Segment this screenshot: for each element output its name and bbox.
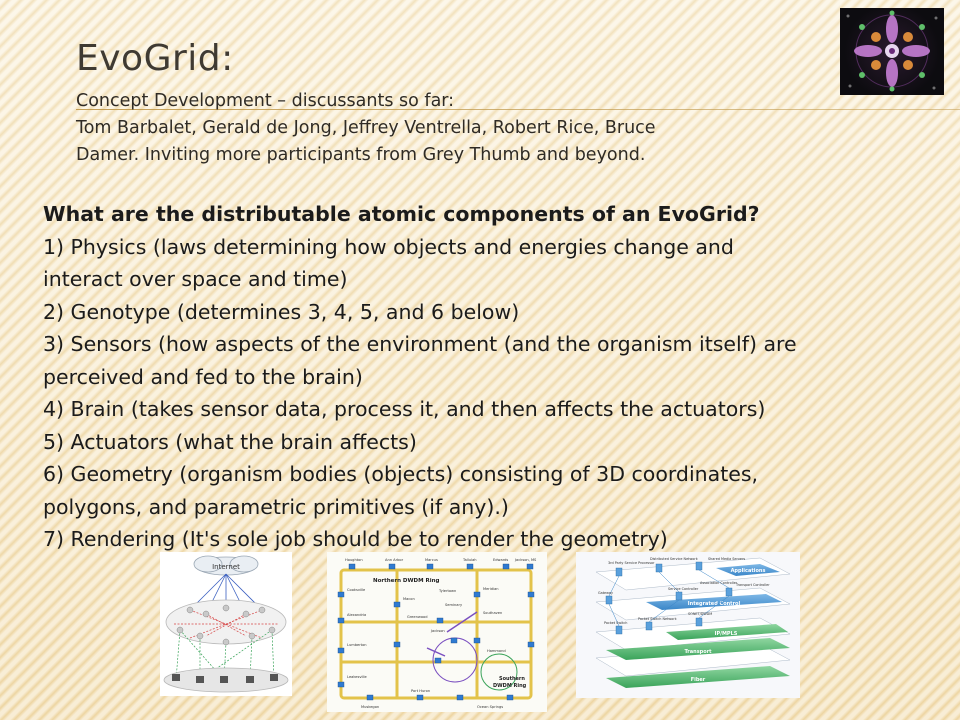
layer-label: Integrated Control xyxy=(687,601,741,607)
node-label: Macon xyxy=(403,597,415,601)
subtitle-line: Tom Barbalet, Gerald de Jong, Jeffrey Ventrella, Robert Rice, Bruce xyxy=(76,118,656,138)
layer-label: Fiber xyxy=(690,677,706,683)
component-label: Distributed Service Network xyxy=(650,557,698,561)
component-label: Packet Switch xyxy=(604,621,628,625)
body-line: polygons, and parametric primitives (if any).) xyxy=(43,494,509,519)
body-line: interact over space and time) xyxy=(43,267,348,291)
body-line: 2) Genotype (determines 3, 4, 5, and 6 below) xyxy=(43,299,520,324)
node-label: Southaven xyxy=(483,611,503,615)
body-line: 7) Rendering (It's sole job should be to render the geometry) xyxy=(43,527,668,551)
node-label: Leakesville xyxy=(347,675,367,679)
node-label: Jackson xyxy=(431,629,445,633)
node-label: Alexandria xyxy=(347,613,367,617)
component-label: Association Controller xyxy=(700,581,738,585)
node-label: Lumberton xyxy=(347,643,367,647)
ring-south-label-2: DWDM Ring xyxy=(493,683,527,689)
node-label: Seminary xyxy=(445,603,463,607)
component-label: Service Controller xyxy=(668,587,699,591)
component-label: Packet Switch Network xyxy=(638,617,677,621)
node-label: Tallulah xyxy=(463,558,477,562)
node-label: Muskegon xyxy=(361,705,380,709)
body-line: 4) Brain (takes sensor data, process it, and then affects the actuators) xyxy=(43,397,766,421)
body-line: 1) Physics (laws determining how objects and energies change and xyxy=(43,234,734,259)
network-layers-diagram xyxy=(576,552,800,698)
component-label: 3rd Party Service Processor xyxy=(608,561,655,565)
internet-label: Internet xyxy=(212,563,240,571)
node-label: Greenwood xyxy=(407,615,428,619)
body-line: 5) Actuators (what the brain affects) xyxy=(43,429,417,454)
body-line: 6) Geometry (organism bodies (objects) consisting of 3D coordinates, xyxy=(43,462,759,486)
layer-label: Applications xyxy=(730,568,766,574)
network-topology-diagram xyxy=(160,552,292,696)
node-label: Ocean Springs xyxy=(477,705,504,709)
node-label: Jackson, MS xyxy=(515,558,537,562)
ring-north-label: Northern DWDM Ring xyxy=(373,578,440,584)
body-text xyxy=(43,198,943,556)
subtitle-line: Damer. Inviting more participants from Grey Thumb and beyond. xyxy=(76,145,646,165)
layer-label: IP/MPLS xyxy=(714,631,738,637)
node-label: Tylertown xyxy=(439,589,457,593)
node-label: Houghton xyxy=(345,558,363,562)
subtitle-block xyxy=(76,88,816,169)
dwdm-ring-diagram xyxy=(327,552,547,712)
component-label: SONET/DWDM xyxy=(688,612,713,616)
component-label: Gateway xyxy=(598,591,613,595)
node-label: Cooksville xyxy=(347,588,366,592)
node-label: Marcus xyxy=(425,558,438,562)
node-label: Edwards xyxy=(493,558,509,562)
ring-south-label: Southern xyxy=(499,676,525,682)
subtitle-line: Concept Development – discussants so far: xyxy=(76,91,455,111)
body-line: 3) Sensors (how aspects of the environment (and the organism itself) are xyxy=(43,332,797,356)
body-heading: What are the distributable atomic components of an EvoGrid? xyxy=(43,202,760,226)
node-label: Ann Arbor xyxy=(385,558,404,562)
slide-title: EvoGrid: xyxy=(76,38,234,79)
node-label: Port Huron xyxy=(411,689,431,693)
body-line: perceived and fed to the brain) xyxy=(43,364,363,389)
kaleidoscope-image xyxy=(840,8,944,95)
component-label: Transport Controller xyxy=(736,583,770,587)
layer-label: Transport xyxy=(684,649,712,655)
node-label: Meridian xyxy=(483,587,499,591)
component-label: Shared Media Servers xyxy=(708,557,746,561)
node-label: Hammond xyxy=(487,649,506,653)
